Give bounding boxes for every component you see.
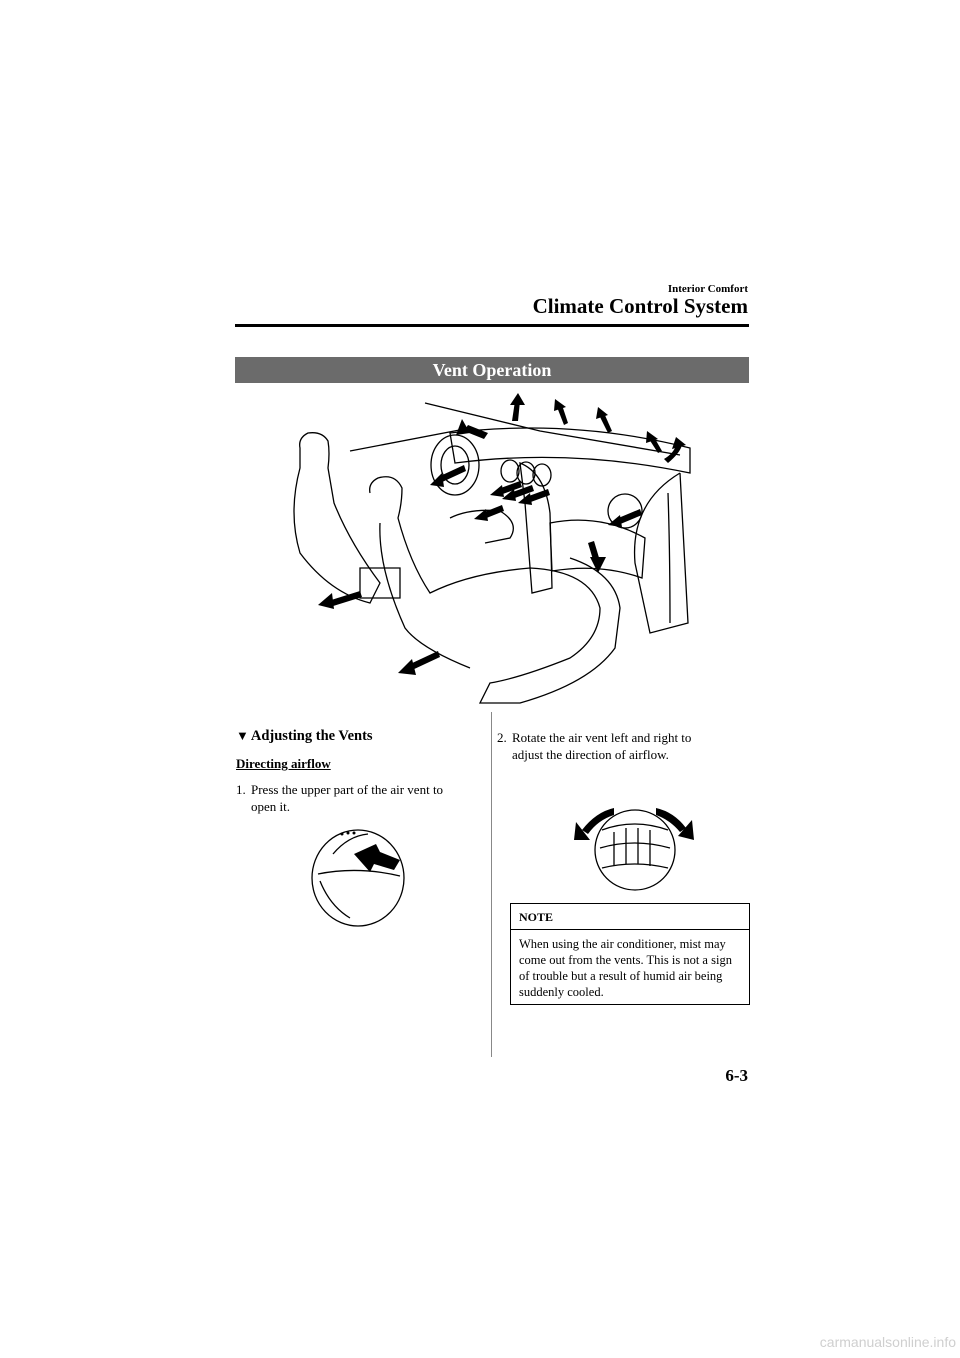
- vent-press-illustration: [308, 826, 410, 930]
- subheading-text: Adjusting the Vents: [250, 728, 373, 744]
- step-2-line-1: Rotate the air vent left and right to: [512, 730, 692, 745]
- header-rule: [235, 324, 749, 327]
- section-title: Climate Control System: [532, 294, 748, 318]
- vent-rotate-illustration: [574, 800, 696, 892]
- page-number: 6-3: [725, 1066, 748, 1085]
- footer-watermark: carmanualsonline.info: [819, 1334, 956, 1350]
- column-divider: [491, 712, 492, 1057]
- step-1-number: 1.: [236, 782, 246, 797]
- note-heading: NOTE: [511, 904, 749, 930]
- car-interior-vent-airflow-illustration: [270, 393, 700, 708]
- adjusting-vents-subheading: [236, 728, 373, 745]
- step-2-line-2: adjust the direction of airflow.: [512, 747, 669, 762]
- step-1-line-2: open it.: [251, 799, 290, 814]
- note-text: When using the air conditioner, mist may come out from the vents. This is not a sign of trouble but a result of humid air being suddenly cooled.: [519, 937, 732, 999]
- note-box: [510, 903, 750, 1005]
- step-1: [236, 781, 476, 815]
- step-1-line-1: Press the upper part of the air vent to: [251, 782, 444, 797]
- chapter-title: Interior Comfort: [667, 283, 748, 295]
- directing-airflow-heading: Directing airflow: [236, 756, 331, 771]
- step-2: [497, 729, 747, 763]
- step-2-number: 2.: [497, 730, 507, 745]
- triangle-bullet-icon: ▼: [236, 728, 249, 743]
- vent-operation-banner: Vent Operation: [235, 357, 749, 383]
